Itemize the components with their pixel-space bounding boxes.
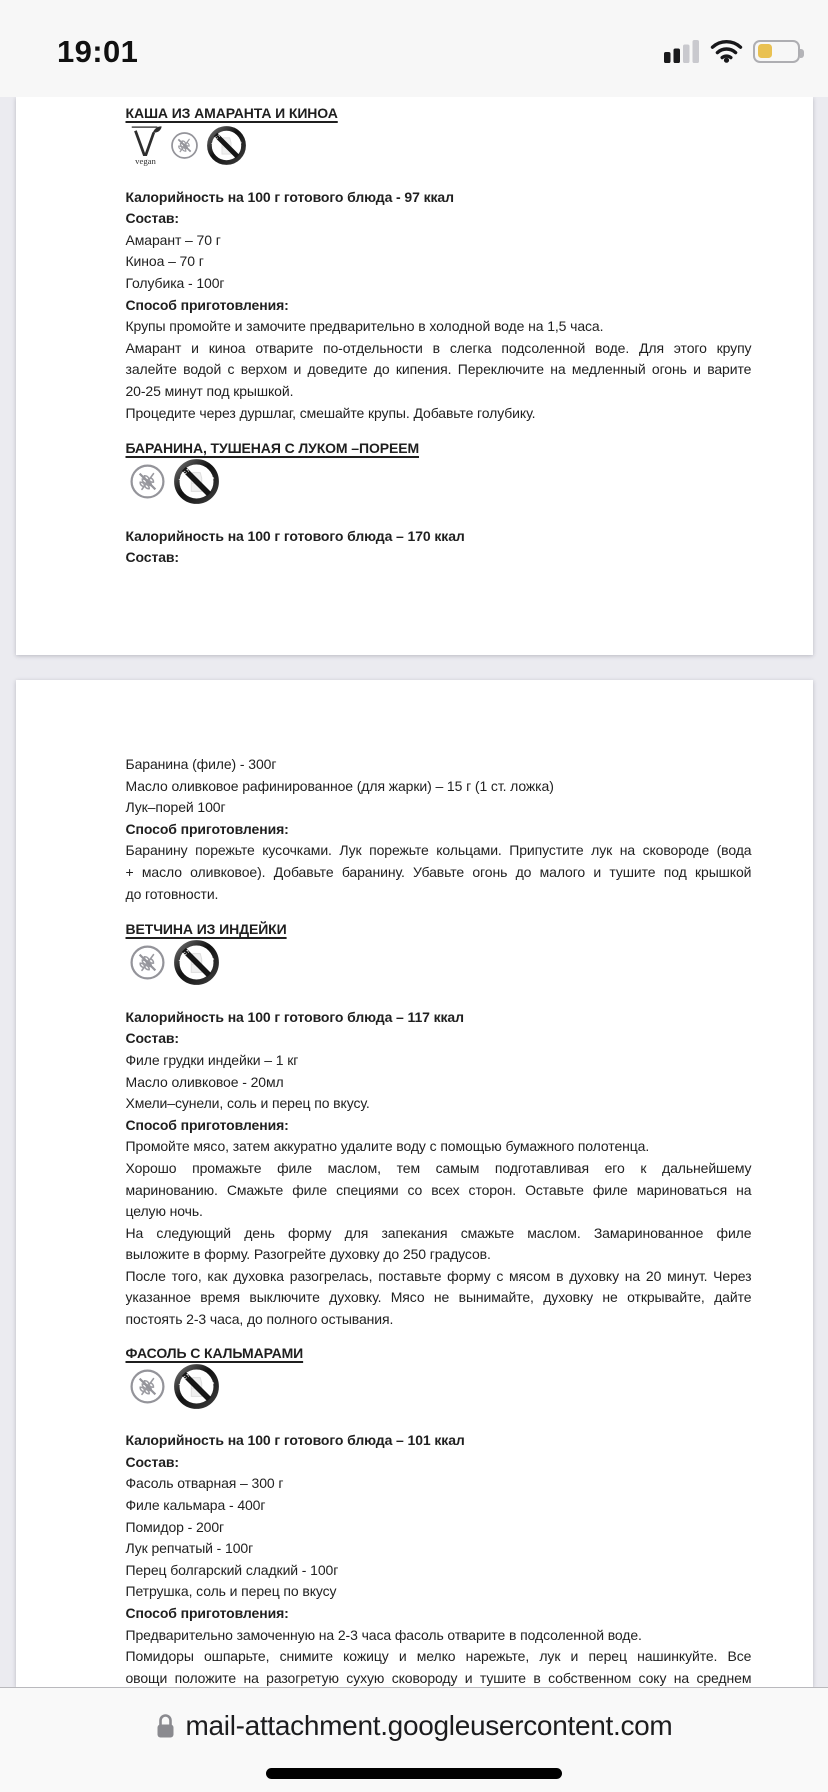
doc-line: Хорошо промажьте филе маслом, тем самым подготавливая его к дальнейшему xyxy=(125,1159,752,1176)
doc-line: Способ приготовления: xyxy=(125,1116,289,1133)
doc-line: Процедите через дуршлаг, смешайте крупы. Добавьте голубику. xyxy=(125,404,536,421)
paragraph-gap xyxy=(126,905,752,919)
doc-line: Калорийность на 100 г готового блюда – 117 ккал xyxy=(125,1008,464,1025)
safari-bottom-bar[interactable] xyxy=(0,1687,828,1792)
doc-line: Масло оливковое - 20мл xyxy=(125,1073,284,1090)
doc-line: Промойте мясо, затем аккуратно удалите воду с помощью бумажного полотенца. xyxy=(125,1138,650,1155)
doc-line: Лук репчатый - 100г xyxy=(125,1540,254,1557)
gluten-free-icon xyxy=(129,1368,166,1405)
url-address-button[interactable] xyxy=(0,1710,828,1742)
doc-line: Лук–порей 100г xyxy=(125,799,226,816)
recipe-title: БАРАНИНА, ТУШЕНАЯ С ЛУКОМ –ПОРЕЕМ xyxy=(125,440,420,457)
doc-line: Способ приготовления: xyxy=(125,820,289,837)
status-bar xyxy=(0,0,828,97)
vegan-icon xyxy=(129,126,162,166)
diet-icons-row xyxy=(129,460,752,504)
doc-line: Хмели–сунели, соль и перец по вкусу. xyxy=(125,1095,370,1112)
doc-line: Голубика - 100г xyxy=(125,274,225,291)
doc-line: Состав: xyxy=(125,210,179,227)
paragraph-gap xyxy=(126,504,752,526)
doc-line: После того, как духовка разогрелась, поставьте форму с мясом в духовку на 20 минут. Через xyxy=(125,1267,752,1284)
lactose-free-icon xyxy=(174,459,219,504)
paragraph-gap xyxy=(126,424,752,438)
wifi-icon xyxy=(710,39,743,63)
doc-line: 20-25 минут под крышкой. xyxy=(125,382,294,399)
doc-line: Амарант – 70 г xyxy=(125,231,221,248)
doc-line: Помидоры ошпарьте, снимите кожицу и мелко нарежьте, лук и перец нашинкуйте. Все xyxy=(125,1648,752,1665)
doc-line: Состав: xyxy=(125,549,179,566)
paragraph-gap xyxy=(126,985,752,1007)
pdf-viewport[interactable] xyxy=(0,97,828,1687)
doc-line: Калорийность на 100 г готового блюда – 170 ккал xyxy=(125,527,465,544)
doc-line: выложите в форму. Разогрейте духовку до 250 градусов. xyxy=(125,1246,491,1263)
recipe-title: ВЕТЧИНА ИЗ ИНДЕЙКИ xyxy=(125,921,287,938)
doc-line: Филе кальмара - 400г xyxy=(125,1497,266,1514)
doc-line: залейте водой с верхом и доведите до кипения. Переключите на медленный огонь и варите xyxy=(125,361,752,378)
doc-line: Филе грудки индейки – 1 кг xyxy=(125,1051,299,1068)
diet-icons-row xyxy=(129,1364,752,1408)
doc-line: + масло оливковое). Добавьте баранину. Убавьте огонь до малого и тушите под крышкой xyxy=(125,863,752,880)
gluten-free-icon xyxy=(129,463,166,500)
doc-line: Крупы промойте и замочите предварительно в холодной воде на 1,5 часа. xyxy=(125,318,604,335)
svg-text:LACTOSE FREE: LACTOSE FREE xyxy=(177,1370,215,1387)
doc-line: Состав: xyxy=(125,1453,179,1470)
doc-line: Петрушка, соль и перец по вкусу xyxy=(125,1583,337,1600)
paragraph-gap xyxy=(126,167,752,187)
pdf-page-1 xyxy=(16,97,813,655)
diet-icons-row xyxy=(129,125,752,167)
doc-line: до готовности. xyxy=(125,885,219,902)
battery-tip xyxy=(800,49,804,58)
recipe-title: ФАСОЛЬ С КАЛЬМАРАМИ xyxy=(125,1344,304,1361)
doc-line: постоять 2-3 часа, до полного остывания. xyxy=(125,1311,394,1328)
lock-icon xyxy=(156,1713,175,1739)
doc-line: Амарант и киноа отварите по-отдельности в слегка подсоленной воде. Для этого крупу xyxy=(125,339,752,356)
recipe-title: КАША ИЗ АМАРАНТА И КИНОА xyxy=(125,105,338,121)
status-time: 19:01 xyxy=(57,34,139,69)
svg-text:LACTOSE FREE: LACTOSE FREE xyxy=(177,946,215,963)
doc-line: Предварительно замоченную на 2-3 часа фасоль отварите в подсоленной воде. xyxy=(125,1626,642,1643)
home-indicator[interactable] xyxy=(266,1768,562,1779)
battery-level-fill xyxy=(758,44,772,58)
doc-line: Помидор - 200г xyxy=(125,1518,225,1535)
url-host: mail-attachment.googleusercontent.com xyxy=(185,1710,673,1741)
doc-line: Способ приготовления: xyxy=(125,296,289,313)
lactose-free-icon xyxy=(174,1364,219,1409)
doc-line: овощи положите на разогретую сухую сковороду и тушите в собственном соку на среднем xyxy=(125,1669,752,1686)
paragraph-gap xyxy=(126,1331,752,1343)
svg-text:LACTOSE FREE: LACTOSE FREE xyxy=(210,132,242,146)
doc-line: Способ приготовления: xyxy=(125,1605,289,1621)
svg-text:LACTOSE FREE: LACTOSE FREE xyxy=(177,465,215,482)
svg-text:vegan: vegan xyxy=(134,155,156,166)
doc-line: На следующий день форму для запекания смажьте маслом. Замаринованное филе xyxy=(125,1224,752,1241)
doc-line: Фасоль отварная – 300 г xyxy=(125,1475,284,1492)
diet-icons-row xyxy=(129,941,752,985)
gluten-free-icon xyxy=(170,131,199,160)
doc-line: Баранину порежьте кусочками. Лук порежьте кольцами. Припустите лук на сковороде (вода xyxy=(125,842,752,859)
doc-line: указанное время выключите духовку. Мясо не вынимайте, духовку не открывайте, дайте xyxy=(125,1289,752,1306)
cellular-signal-icon xyxy=(664,40,700,63)
doc-line: Калорийность на 100 г готового блюда – 101 ккал xyxy=(125,1432,465,1449)
lactose-free-icon xyxy=(207,126,246,165)
doc-line: Перец болгарский сладкий - 100г xyxy=(125,1561,339,1578)
gluten-free-icon xyxy=(129,944,166,981)
status-icons xyxy=(664,39,800,63)
battery-icon xyxy=(753,40,800,63)
doc-line: Баранина (филе) - 300г xyxy=(125,756,277,772)
lactose-free-icon xyxy=(174,940,219,985)
pdf-page-2 xyxy=(16,680,813,1687)
doc-line: маринованию. Смажьте филе специями со всех сторон. Оставьте филе мариноваться на xyxy=(125,1181,752,1198)
doc-line: целую ночь. xyxy=(125,1203,203,1220)
doc-line: Масло оливковое рафинированное (для жарки) – 15 г (1 ст. ложка) xyxy=(125,777,554,794)
doc-line: Киноа – 70 г xyxy=(125,253,204,270)
doc-line: Состав: xyxy=(125,1030,179,1047)
doc-line: Калорийность на 100 г готового блюда - 97 ккал xyxy=(125,188,454,205)
paragraph-gap xyxy=(126,1408,752,1430)
